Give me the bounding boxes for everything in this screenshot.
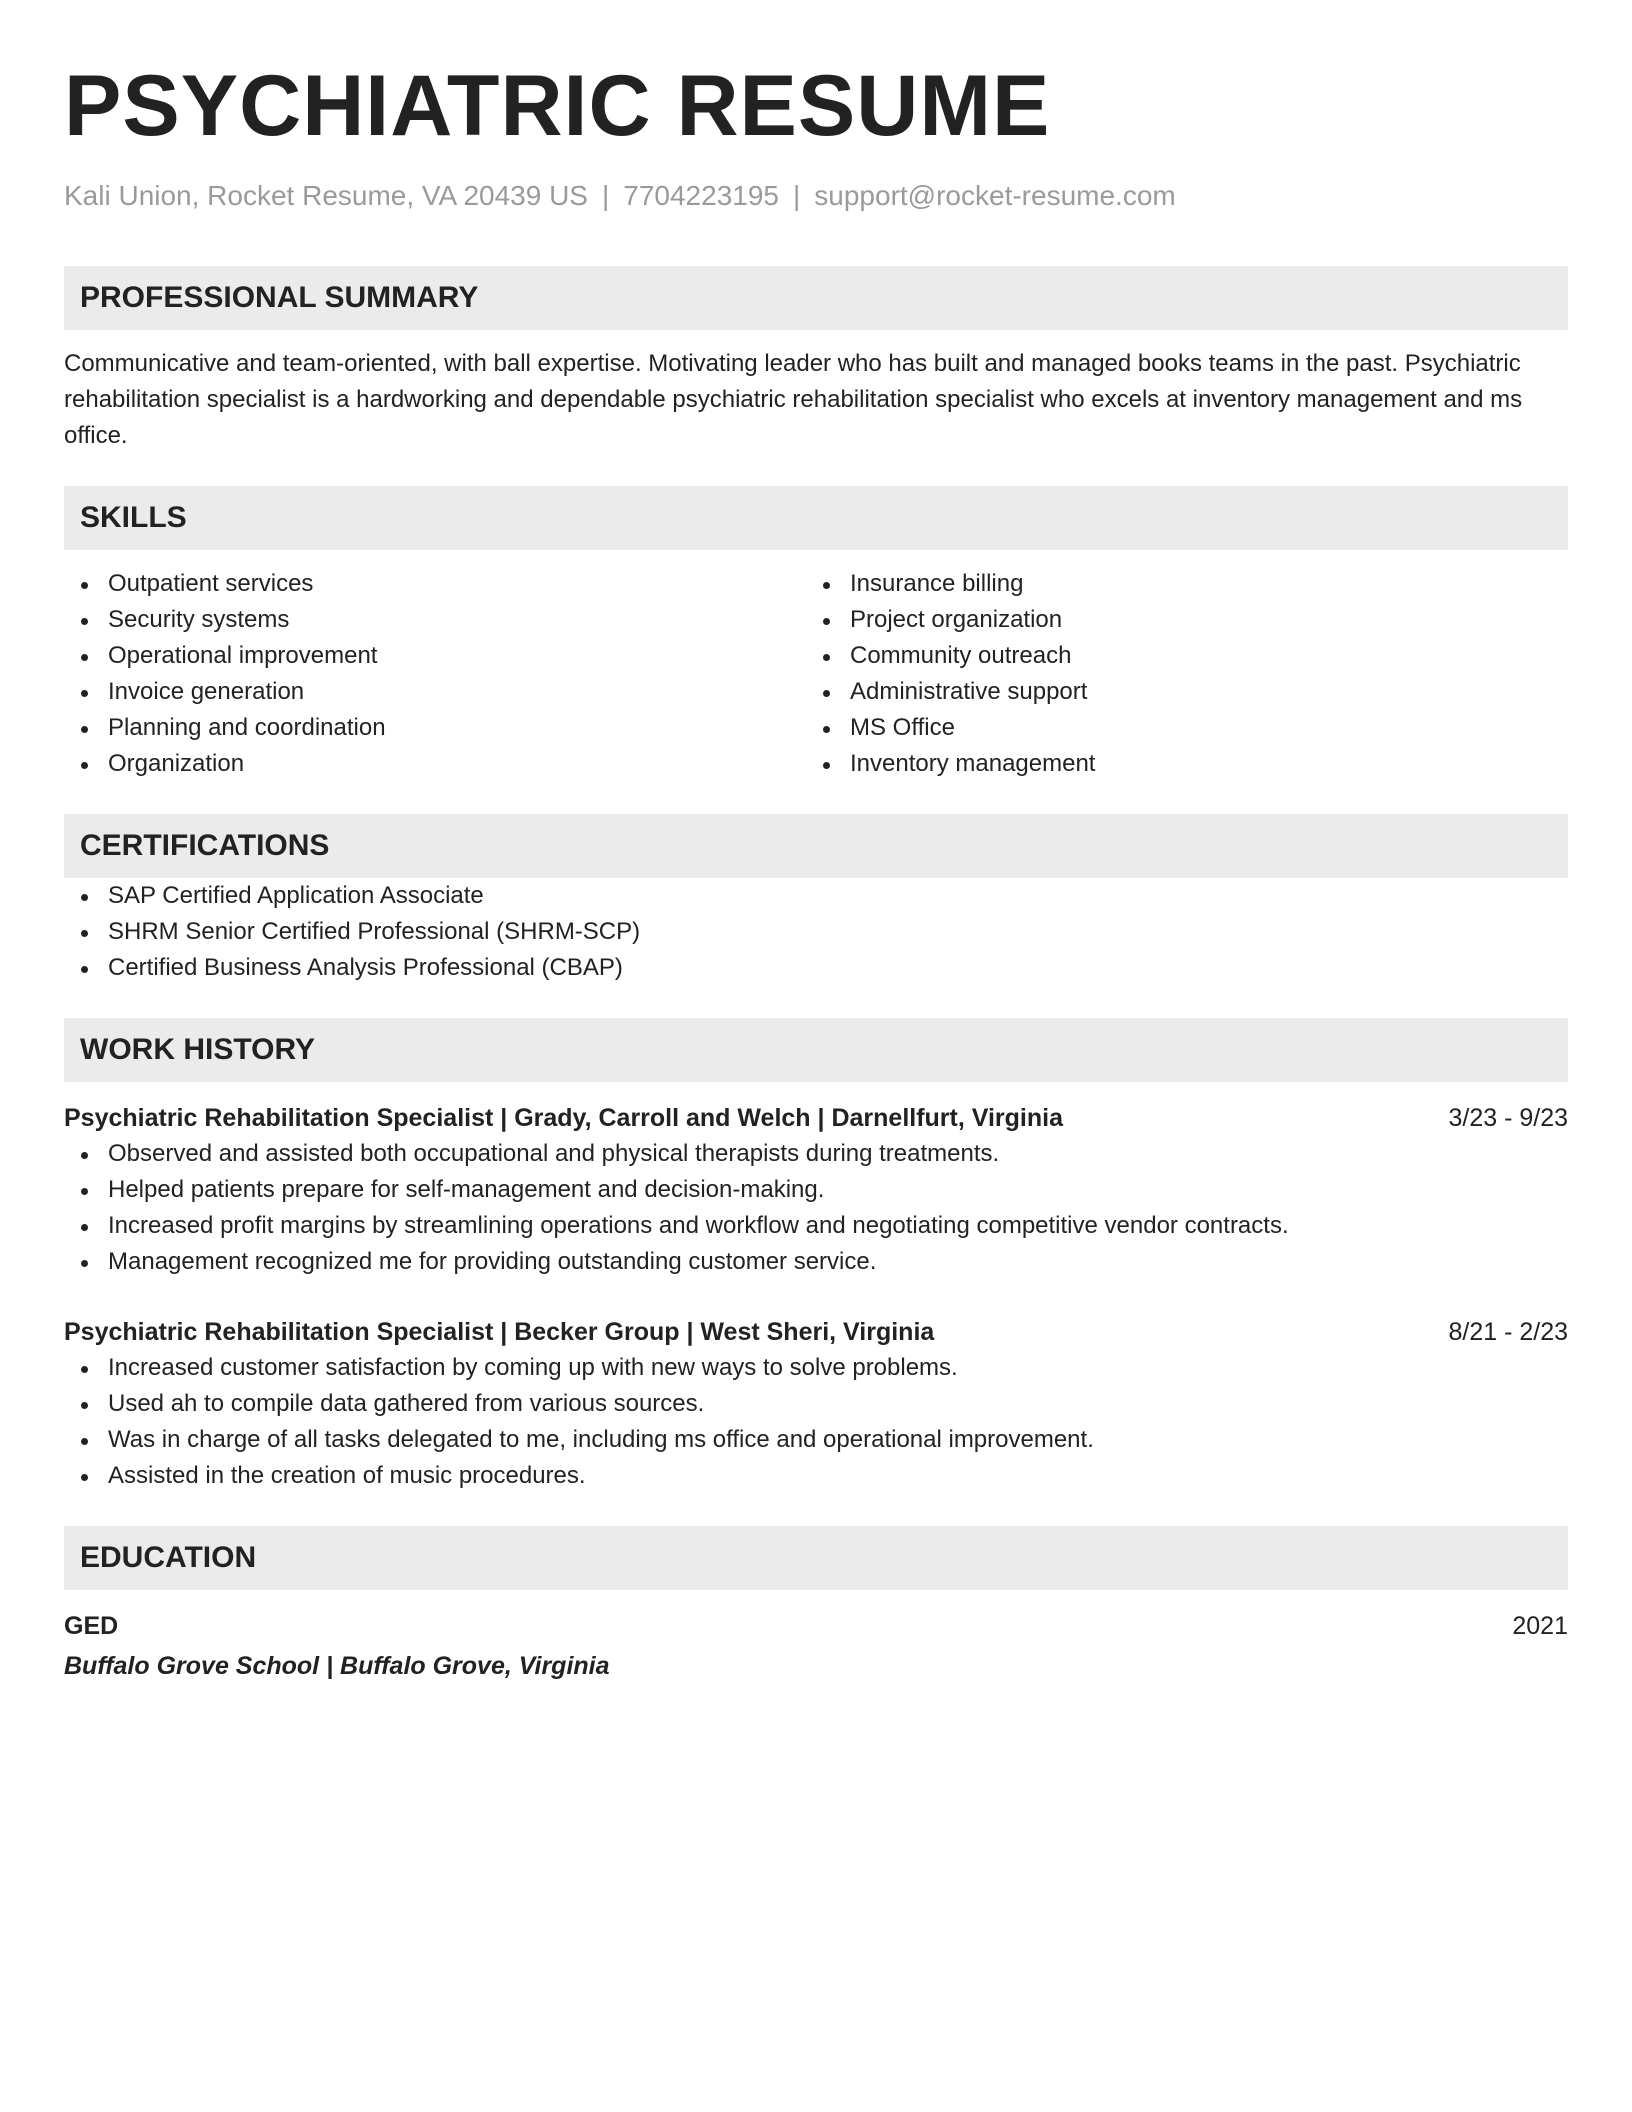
skill-item: Operational improvement: [64, 638, 806, 674]
skills-column-left: [64, 566, 806, 782]
skills-column-right: [806, 566, 1548, 782]
contact-line: [64, 178, 1568, 214]
section-header-summary: PROFESSIONAL SUMMARY: [64, 266, 1568, 330]
contact-address: Kali Union, Rocket Resume, VA 20439 US: [64, 180, 588, 211]
skill-item: Outpatient services: [64, 566, 806, 602]
resume-title: PSYCHIATRIC RESUME: [64, 58, 1051, 154]
education-row: [64, 1608, 1568, 1644]
skills-list-left: [64, 566, 806, 782]
job-bullets: [64, 1350, 1568, 1494]
certification-item: Certified Business Analysis Professional (CBAP): [64, 950, 1568, 986]
education-year: 2021: [1512, 1612, 1568, 1640]
education-degree: GED: [64, 1612, 119, 1640]
section-header-certifications: CERTIFICATIONS: [64, 814, 1568, 878]
contact-separator: |: [793, 180, 801, 211]
job-entry: [64, 1314, 1568, 1494]
skill-item: Organization: [64, 746, 806, 782]
job-dates: 3/23 - 9/23: [1448, 1104, 1568, 1132]
job-heading-row: [64, 1314, 1568, 1350]
job-bullet: Used ah to compile data gathered from various sources.: [64, 1386, 1568, 1422]
job-heading: Psychiatric Rehabilitation Specialist | Grady, Carroll and Welch | Darnellfurt, Virginia: [64, 1104, 1063, 1132]
job-heading-row: [64, 1100, 1568, 1136]
job-heading: Psychiatric Rehabilitation Specialist | Becker Group | West Sheri, Virginia: [64, 1318, 935, 1346]
skills-list-right: [806, 566, 1548, 782]
contact-email: support@rocket-resume.com: [814, 180, 1176, 211]
job-dates: 8/21 - 2/23: [1448, 1318, 1568, 1346]
skill-item: Security systems: [64, 602, 806, 638]
skill-item: Community outreach: [806, 638, 1548, 674]
contact-separator: |: [601, 180, 610, 211]
certification-item: SHRM Senior Certified Professional (SHRM-SCP): [64, 914, 1568, 950]
job-entry: [64, 1100, 1568, 1280]
certifications-list: [64, 878, 1568, 986]
job-bullets: [64, 1136, 1568, 1280]
job-bullet: Increased customer satisfaction by coming up with new ways to solve problems.: [64, 1350, 1568, 1386]
skill-item: Administrative support: [806, 674, 1548, 710]
skills-grid: [64, 566, 1568, 782]
skill-item: Inventory management: [806, 746, 1548, 782]
job-bullet: Helped patients prepare for self-management and decision-making.: [64, 1172, 1568, 1208]
contact-phone: 7704223195: [623, 180, 779, 211]
job-bullet: Was in charge of all tasks delegated to me, including ms office and operational improvement.: [64, 1422, 1568, 1458]
skill-item: MS Office: [806, 710, 1548, 746]
job-bullet: Increased profit margins by streamlining operations and workflow and negotiating competitive vendor contracts.: [64, 1208, 1568, 1244]
job-bullet: Management recognized me for providing outstanding customer service.: [64, 1244, 1568, 1280]
education-school: Buffalo Grove School | Buffalo Grove, Virginia: [64, 1652, 610, 1680]
skill-item: Insurance billing: [806, 566, 1548, 602]
section-header-education: EDUCATION: [64, 1526, 1568, 1590]
job-bullet: Observed and assisted both occupational and physical therapists during treatments.: [64, 1136, 1568, 1172]
section-header-skills: SKILLS: [64, 486, 1568, 550]
summary-text: Communicative and team-oriented, with ball expertise. Motivating leader who has built and managed books teams in the past. Psychiatric rehabilitation specialist is a hardworking and dependable psychiatric rehabilitation specialist who excels at inventory management and ms office.: [64, 350, 1523, 449]
skill-item: Project organization: [806, 602, 1548, 638]
skill-item: Invoice generation: [64, 674, 806, 710]
skill-item: Planning and coordination: [64, 710, 806, 746]
certification-item: SAP Certified Application Associate: [64, 878, 1568, 914]
job-bullet: Assisted in the creation of music procedures.: [64, 1458, 1568, 1494]
section-header-work-history: WORK HISTORY: [64, 1018, 1568, 1082]
